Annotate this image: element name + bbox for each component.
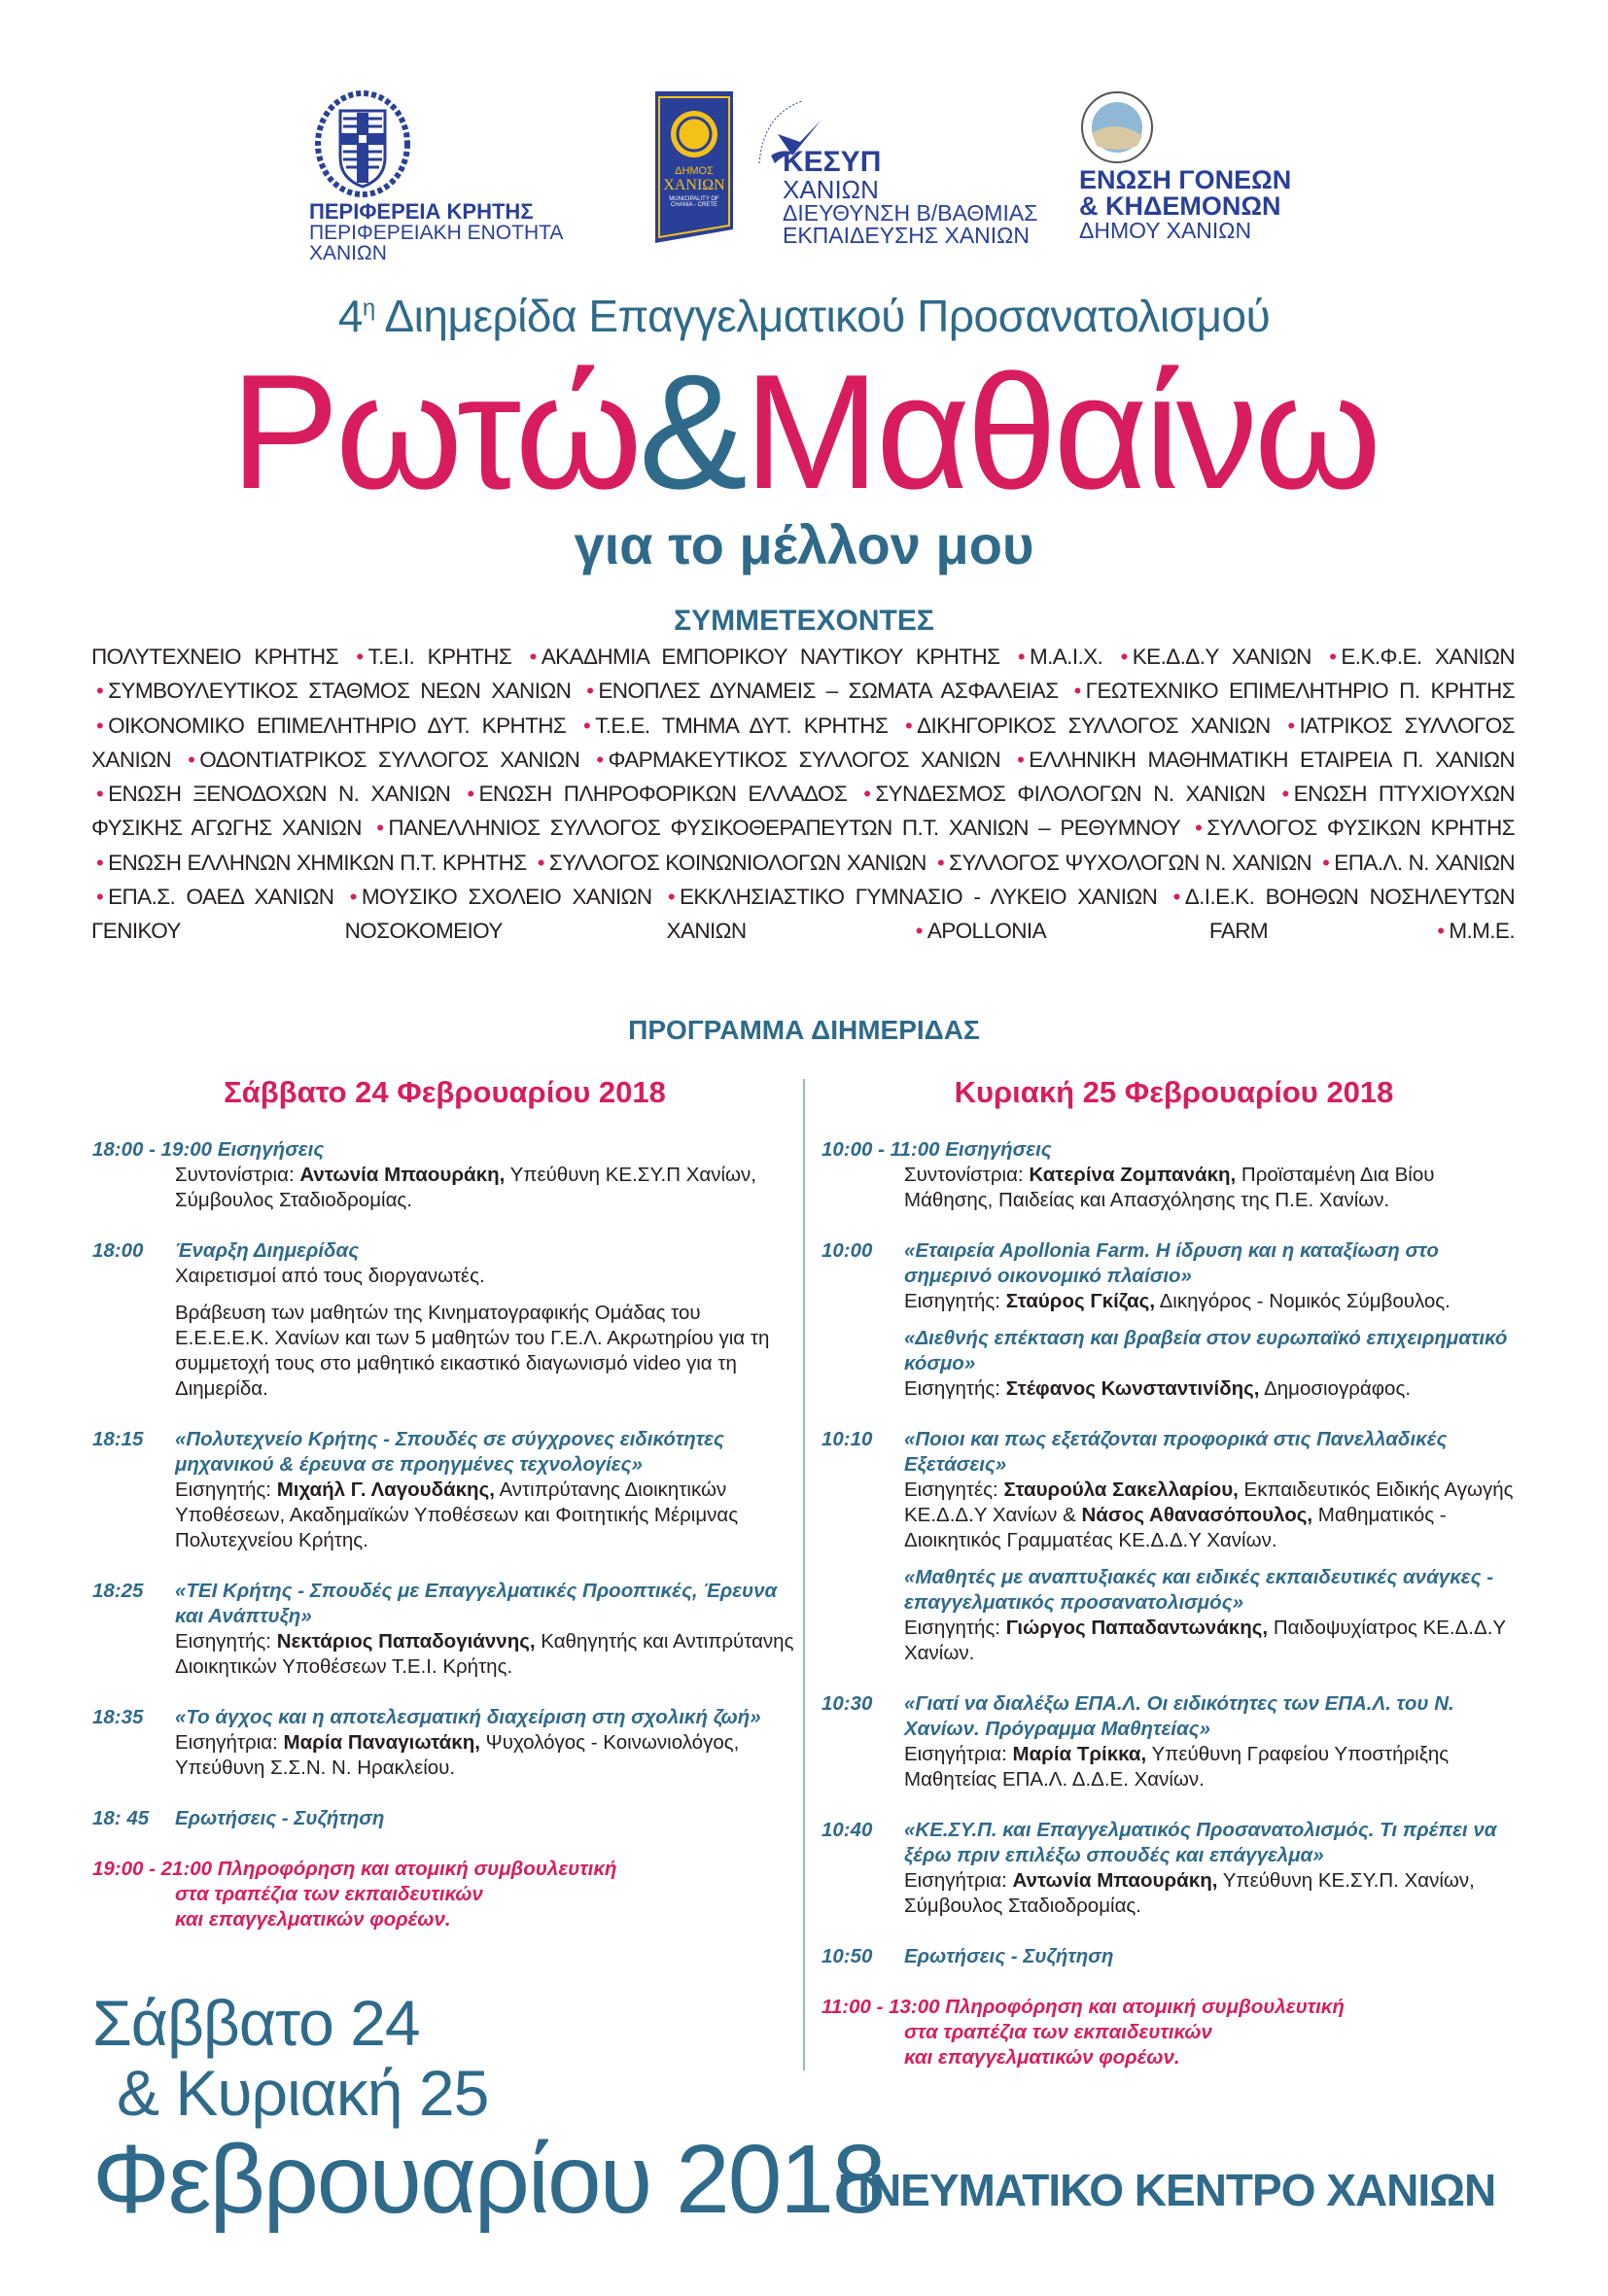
logo-parents-line-2: & ΚΗΔΕΜΟΝΩΝ xyxy=(1079,191,1281,221)
entry-body xyxy=(175,1238,797,1402)
entry-text: Συντονίστρια: xyxy=(175,1164,300,1186)
title-part-2: Μαθαίνω xyxy=(743,340,1379,523)
entry-time: 18:25 xyxy=(92,1580,144,1602)
bullet-separator: • xyxy=(96,678,104,704)
schedule-entry xyxy=(92,1427,797,1553)
entry-time: 10:30 xyxy=(821,1692,873,1715)
bullet-separator: • xyxy=(863,782,871,807)
entry-body xyxy=(904,1818,1521,1919)
entry-text: Εισηγήτρια: xyxy=(904,1869,1013,1892)
participant-item: ΣΥΝΔΕΣΜΟΣ ΦΙΛΟΛΟΓΩΝ Ν. ΧΑΝΙΩΝ xyxy=(875,782,1266,807)
entry-time: 18:15 xyxy=(92,1428,144,1450)
participant-item: Δ.Ι.Ε.Κ. ΒΟΗΘΩΝ ΝΟΣΗΛΕΥΤΩΝ ΓΕΝΙΚΟΥ ΝΟΣΟΚΟΜΕΙΟΥ ΧΑΝΙΩΝ xyxy=(91,885,1516,944)
speaker-name: Νεκτάριος Παπαδογιάννης, xyxy=(276,1630,536,1652)
schedule-entry xyxy=(92,1137,797,1213)
participant-item: ΟΔΟΝΤΙΑΤΡΙΚΟΣ ΣΥΛΛΟΓΟΣ ΧΑΝΙΩΝ xyxy=(199,747,580,772)
entry-body xyxy=(175,1705,797,1781)
participant-item: ΣΥΜΒΟΥΛΕΥΤΙΚΟΣ ΣΤΑΘΜΟΣ ΝΕΩΝ ΧΑΝΙΩΝ xyxy=(108,678,572,704)
participant-item: Τ.Ε.Ι. ΚΡΗΤΗΣ xyxy=(367,644,512,669)
day-1-schedule xyxy=(92,1137,797,1958)
entry-paragraph xyxy=(175,1478,797,1553)
entry-body xyxy=(904,1944,1521,1969)
entry-paragraph xyxy=(904,1289,1521,1314)
day-2-heading: Κυριακή 25 Φεβρουαρίου 2018 xyxy=(954,1075,1394,1109)
bullet-separator: • xyxy=(582,713,591,738)
bullet-separator: • xyxy=(537,850,544,875)
entry-time: 10:10 xyxy=(821,1428,873,1450)
subtitle-number: 4 xyxy=(337,291,363,341)
bullet-separator: • xyxy=(96,850,104,875)
entry-body xyxy=(175,1427,797,1553)
participant-item: ΕΚΚΛΗΣΙΑΣΤΙΚΟ ΓΥΜΝΑΣΙΟ - ΛΥΚΕΙΟ ΧΑΝΙΩΝ xyxy=(679,885,1158,910)
entry-text: Εισηγητής: xyxy=(904,1377,1006,1400)
entry-paragraph xyxy=(904,1742,1521,1792)
speaker-name: Σταύρος Γκίζας, xyxy=(1005,1290,1156,1312)
schedule-entry xyxy=(92,1705,797,1781)
participant-item: Μ.Α.Ι.Χ. xyxy=(1029,644,1103,669)
parents-union-seal-icon xyxy=(1079,89,1155,165)
entry-title: «ΤΕΙ Κρήτης - Σπουδές με Επαγγελματικές Προοπτικές, Έρευνα και Ανάπτυξη» xyxy=(175,1580,778,1627)
entry-time: 18: 45 xyxy=(92,1807,150,1829)
schedule-entry xyxy=(92,1579,797,1680)
logo-kesyp-line-4: ΕΚΠΑΙΔΕΥΣΗΣ ΧΑΝΙΩΝ xyxy=(783,223,1030,248)
title-part-1: Ρωτώ xyxy=(229,340,639,523)
participant-item: ΓΕΩΤΕΧΝΙΚΟ ΕΠΙΜΕΛΗΤΗΡΙΟ Π. ΚΡΗΤΗΣ xyxy=(1085,678,1516,704)
event-title xyxy=(0,340,1608,523)
participant-item: ΕΠΑ.Σ. ΟΑΕΔ ΧΑΝΙΩΝ xyxy=(108,885,334,910)
event-tagline: για το μέλλον μου xyxy=(574,514,1034,575)
bullet-separator: • xyxy=(904,713,913,738)
entry-line: και επαγγελματικών φορέων. xyxy=(175,1908,451,1931)
entry-time: 10:00 - 11:00 Εισηγήσεις xyxy=(821,1138,1052,1161)
participant-item: ΠΟΛΥΤΕΧΝΕΙΟ ΚΡΗΤΗΣ xyxy=(91,644,338,669)
entry-body xyxy=(175,1806,797,1831)
participant-item: Τ.Ε.Ε. ΤΜΗΜΑ ΔΥΤ. ΚΡΗΤΗΣ xyxy=(595,713,889,738)
participant-item: APOLLONIA FARM xyxy=(926,919,1269,944)
bullet-separator: • xyxy=(1195,816,1203,841)
participants-list xyxy=(91,640,1515,949)
bullet-separator: • xyxy=(915,919,923,944)
participant-item: ΕΠΑ.Λ. Ν. ΧΑΝΙΩΝ xyxy=(1334,850,1515,875)
participant-item: ΑΚΑΔΗΜΙΑ ΕΜΠΟΡΙΚΟΥ ΝΑΥΤΙΚΟΥ ΚΡΗΤΗΣ xyxy=(541,644,1000,669)
entry-text: Εκπαιδευτικός Ειδικής Αγωγής ΚΕ.Δ.Δ.Υ Χανίων & xyxy=(904,1478,1514,1526)
bullet-separator: • xyxy=(376,816,384,841)
bullet-separator: • xyxy=(96,782,104,807)
day-1-heading: Σάββατο 24 Φεβρουαρίου 2018 xyxy=(224,1075,666,1109)
entry-title: Ερωτήσεις - Συζήτηση xyxy=(175,1807,385,1829)
entry-text: Δικηγόρος - Νομικός Σύμβουλος. xyxy=(1155,1290,1451,1312)
bullet-separator: • xyxy=(96,713,104,738)
footer-date-line-3: Φεβρουαρίου 2018 xyxy=(92,2125,885,2234)
column-divider xyxy=(803,1079,805,2070)
bullet-separator: • xyxy=(1172,885,1180,910)
entry-title: Ερωτήσεις - Συζήτηση xyxy=(904,1945,1114,1967)
entry-text: Υπεύθυνη ΚΕ.ΣΥ.Π Χανίων, Σύμβουλος Σταδιοδρομίας. xyxy=(175,1164,756,1211)
speaker-name: Μαρία Τρίκκα, xyxy=(1012,1743,1147,1765)
participant-item: ΣΥΛΛΟΓΟΣ ΦΥΣΙΚΩΝ ΚΡΗΤΗΣ xyxy=(1206,816,1516,841)
entry-text: Εισηγήτρια: xyxy=(175,1731,284,1754)
entry-time: 11:00 - 13:00 Πληροφόρηση και ατομική συμβουλευτική xyxy=(821,1996,1345,2018)
speaker-name: Κατερίνα Ζομπανάκη, xyxy=(1029,1164,1237,1186)
entry-text: Βράβευση των μαθητών της Κινηματογραφικής Ομάδας του Ε.Ε.Ε.Ε.Κ. Χανίων και των 5 μαθητών του Γ.Ε.Λ. Ακρωτηρίου για τη συμμετοχή τους στο μαθητικό εικαστικό διαγωνισμό video για τη Διημερίδα. xyxy=(175,1302,770,1400)
entry-body xyxy=(904,1427,1521,1666)
bullet-separator: • xyxy=(356,644,364,669)
entry-time: 19:00 - 21:00 Πληροφόρηση και ατομική συμβουλευτική xyxy=(92,1858,617,1880)
logo-municipality-english: MUNICIPALITY OF CHANIA - CRETE xyxy=(669,196,719,208)
schedule-entry xyxy=(821,1137,1521,1213)
participant-item: ΟΙΚΟΝΟΜΙΚΟ ΕΠΙΜΕΛΗΤΗΡΙΟ ΔΥΤ. ΚΡΗΤΗΣ xyxy=(108,713,567,738)
participant-item: Μ.Μ.Ε. xyxy=(1449,919,1515,944)
program-heading: ΠΡΟΓΡΑΜΜΑ ΔΙΗΜΕΡΙΔΑΣ xyxy=(628,1015,980,1045)
bullet-separator: • xyxy=(529,644,537,669)
participant-item: ΕΝΩΣΗ ΕΛΛΗΝΩΝ ΧΗΜΙΚΩΝ Π.Τ. ΚΡΗΤΗΣ xyxy=(108,850,527,875)
bullet-separator: • xyxy=(1017,644,1025,669)
entry-text: Παιδοψυχίατρος ΚΕ.Δ.Δ.Υ Χανίων. xyxy=(904,1617,1506,1664)
entry-paragraph xyxy=(175,1301,797,1402)
bullet-separator: • xyxy=(1287,713,1295,738)
subtitle-text: Διημερίδα Επαγγελματικού Προσανατολισμού xyxy=(374,291,1271,341)
entry-time: 18:00 - 19:00 Εισηγήσεις xyxy=(92,1138,325,1161)
entry-title: «Το άγχος και η αποτελεσματική διαχείριση στη σχολική ζωή» xyxy=(175,1706,761,1728)
participant-item: ΕΝΩΣΗ ΞΕΝΟΔΟΧΩΝ Ν. ΧΑΝΙΩΝ xyxy=(108,782,451,807)
entry-text: Καθηγητής και Αντιπρύτανης Διοικητικών Υποθέσεων Τ.Ε.Ι. Κρήτης. xyxy=(175,1630,794,1678)
speaker-name: Στέφανος Κωνσταντινίδης, xyxy=(1005,1377,1260,1400)
logo-parents-line-1: ΕΝΩΣΗ ΓΟΝΕΩΝ xyxy=(1079,165,1292,194)
entry-text: Εισηγητής: xyxy=(904,1290,1006,1312)
entry-body xyxy=(904,1691,1521,1792)
participant-item: ΕΛΛΗΝΙΚΗ ΜΑΘΗΜΑΤΙΚΗ ΕΤΑΙΡΕΙΑ Π. ΧΑΝΙΩΝ xyxy=(1029,747,1516,772)
bullet-separator: • xyxy=(96,885,104,910)
schedule-entry xyxy=(821,1691,1521,1792)
entry-time: 18:00 xyxy=(92,1239,144,1262)
bullet-separator: • xyxy=(1017,747,1025,772)
entry-text: Εισηγητής: xyxy=(175,1478,277,1501)
greek-coat-of-arms-icon xyxy=(311,89,414,198)
logo-kesyp xyxy=(753,95,1065,251)
entry-line: και επαγγελματικών φορέων. xyxy=(904,2046,1180,2069)
logo-dimos-chanion xyxy=(653,91,735,243)
entry-body xyxy=(821,2020,1521,2070)
logo-periferia-line-2: ΠΕΡΙΦΕΡΕΙΑΚΗ ΕΝΟΤΗΤΑ ΧΑΝΙΩΝ xyxy=(309,222,563,264)
bullet-separator: • xyxy=(188,747,195,772)
speaker-name: Αντωνία Μπαουράκη, xyxy=(1012,1869,1218,1892)
subtitle-ordinal: η xyxy=(362,295,375,322)
bullet-separator: • xyxy=(467,782,474,807)
entry-paragraph xyxy=(175,1730,797,1781)
participant-item: Ε.Κ.Φ.Ε. ΧΑΝΙΩΝ xyxy=(1341,644,1515,669)
logo-kesyp-name: ΚΕΣΥΠ xyxy=(783,146,882,178)
bullet-separator: • xyxy=(936,850,945,875)
entry-title: «Μαθητές με αναπτυξιακές και ειδικές εκπαιδευτικές ανάγκες - επαγγελματικός προσανατολισμός» xyxy=(904,1566,1494,1614)
day-2-schedule xyxy=(821,1137,1521,2096)
entry-text: Προϊσταμένη Δια Βίου Μάθησης, Παιδείας και Απασχόλησης της Π.Ε. Χανίων. xyxy=(904,1164,1435,1211)
entry-text: Χαιρετισμοί από τους διοργανωτές. xyxy=(175,1265,485,1287)
bullet-separator: • xyxy=(1120,644,1128,669)
entry-text: Εισηγητής: xyxy=(175,1630,277,1652)
entry-text: Αντιπρύτανης Διοικητικών Υποθέσεων, Ακαδημαϊκών Υποθέσεων και Φοιτητικής Μέριμνας Πολυτεχνείου Κρήτης. xyxy=(175,1478,739,1551)
entry-paragraph xyxy=(175,1629,797,1680)
entry-text: Υπεύθυνη ΚΕ.ΣΥ.Π. Χανίων, Σύμβουλος Σταδιοδρομίας. xyxy=(904,1869,1475,1917)
logo-periferia-kritis xyxy=(309,89,640,264)
entry-body xyxy=(175,1579,797,1680)
entry-text: Εισηγητής: xyxy=(904,1617,1006,1639)
entry-text: Συντονίστρια: xyxy=(904,1164,1030,1186)
participant-item: ΕΝΩΣΗ ΠΤΥΧΙΟΥΧΩΝ ΦΥΣΙΚΗΣ ΑΓΩΓΗΣ ΧΑΝΙΩΝ xyxy=(91,782,1516,841)
bullet-separator: • xyxy=(586,678,594,704)
participant-item: ΙΑΤΡΙΚΟΣ ΣΥΛΛΟΓΟΣ ΧΑΝΙΩΝ xyxy=(91,713,1515,772)
participant-item: ΕΝΩΣΗ ΠΛΗΡΟΦΟΡΙΚΩΝ ΕΛΛΑΔΟΣ xyxy=(478,782,848,807)
entry-text: Εισηγητές: xyxy=(904,1478,1004,1501)
bullet-separator: • xyxy=(1437,919,1445,944)
entry-paragraph xyxy=(904,1868,1521,1919)
bullet-separator: • xyxy=(667,885,675,910)
entry-text: Ψυχολόγος - Κοινωνιολόγος, Υπεύθυνη Σ.Σ.Ν. Ν. Ηρακλείου. xyxy=(175,1731,740,1779)
entry-title: «Πολυτεχνείο Κρήτης - Σπουδές σε σύγχρονες ειδικότητες μηχανικού & έρευνα σε προηγμένες τεχνολογίες» xyxy=(175,1428,724,1476)
entry-paragraph xyxy=(175,1264,797,1289)
footer-date-line-2: & Κυριακή 25 xyxy=(117,2057,489,2129)
schedule-entry xyxy=(92,1857,797,1932)
speaker-name: Μαρία Παναγιωτάκη, xyxy=(283,1731,480,1754)
entry-title: «ΚΕ.ΣΥ.Π. και Επαγγελματικός Προσανατολισμός. Τι πρέπει να ξέρω πριν επιλέξω σπουδές και επάγγελμα» xyxy=(904,1819,1497,1866)
schedule-entry xyxy=(92,1238,797,1402)
footer-date-line-1: Σάββατο 24 xyxy=(92,1987,420,2059)
schedule-entry xyxy=(821,1944,1521,1969)
participant-item: ΔΙΚΗΓΟΡΙΚΟΣ ΣΥΛΛΟΓΟΣ ΧΑΝΙΩΝ xyxy=(917,713,1271,738)
bullet-separator: • xyxy=(349,885,357,910)
participant-item: ΕΝΟΠΛΕΣ ΔΥΝΑΜΕΙΣ – ΣΩΜΑΤΑ ΑΣΦΑΛΕΙΑΣ xyxy=(598,678,1059,704)
speaker-name: Σταυρούλα Σακελλαρίου, xyxy=(1003,1478,1239,1501)
entry-time: 10:00 xyxy=(821,1239,873,1262)
participant-item: ΚΕ.Δ.Δ.Υ ΧΑΝΙΩΝ xyxy=(1132,644,1311,669)
venue: ΠΝΕΥΜΑΤΙΚΟ ΚΕΝΤΡΟ ΧΑΝΙΩΝ xyxy=(837,2165,1496,2215)
entry-title: «Διεθνής επέκταση και βραβεία στον ευρωπαϊκό επιχειρηματικό κόσμο» xyxy=(904,1327,1508,1374)
entry-text: Υπεύθυνη Γραφείου Υποστήριξης Μαθητείας ΕΠΑ.Λ. Δ.Δ.Ε. Χανίων. xyxy=(904,1743,1450,1791)
bullet-separator: • xyxy=(1322,850,1330,875)
entry-title: Έναρξη Διημερίδας xyxy=(175,1239,360,1262)
schedule-entry xyxy=(821,1818,1521,1919)
bullet-separator: • xyxy=(596,747,604,772)
schedule-entry xyxy=(821,1427,1521,1666)
event-subtitle xyxy=(0,290,1608,342)
entry-paragraph xyxy=(821,1163,1521,1213)
logo-periferia-line-1: ΠΕΡΙΦΕΡΕΙΑ ΚΡΗΤΗΣ xyxy=(309,199,534,224)
entry-paragraph xyxy=(904,1616,1521,1666)
entry-text: Εισηγήτρια: xyxy=(904,1743,1013,1765)
entry-time: 10:40 xyxy=(821,1819,873,1841)
bullet-separator: • xyxy=(1281,782,1289,807)
speaker-name: Αντωνία Μπαουράκη, xyxy=(299,1164,506,1186)
entry-body xyxy=(904,1238,1521,1402)
entry-title: «Ποιοι και πως εξετάζονται προφορικά στις Πανελλαδικές Εξετάσεις» xyxy=(904,1428,1448,1476)
entry-text: Μαθηματικός - Διοικητικός Γραμματέας ΚΕ.Δ.Δ.Υ Χανίων. xyxy=(904,1504,1447,1551)
bullet-separator: • xyxy=(1073,678,1081,704)
entry-paragraph xyxy=(92,1163,797,1213)
entry-text: Δημοσιογράφος. xyxy=(1259,1377,1412,1400)
participants-heading: ΣΥΜΜΕΤΕΧΟΝΤΕΣ xyxy=(674,605,934,637)
entry-line: στα τραπέζια των εκπαιδευτικών xyxy=(175,1883,483,1905)
entry-title: «Εταιρεία Apollonia Farm. Η ίδρυση και η καταξίωση στο σημερινό οικονομικό πλαίσιο» xyxy=(904,1239,1439,1287)
title-ampersand: & xyxy=(638,340,744,523)
participant-item: ΣΥΛΛΟΓΟΣ ΨΥΧΟΛΟΓΩΝ Ν. ΧΑΝΙΩΝ xyxy=(949,850,1312,875)
entry-body xyxy=(92,1882,797,1932)
entry-title: «Γιατί να διαλέξω ΕΠΑ.Λ. Οι ειδικότητες των ΕΠΑ.Λ. του Ν. Χανίων. Πρόγραμμα Μαθητείας» xyxy=(904,1692,1454,1740)
schedule-entry xyxy=(821,1238,1521,1402)
entry-line: στα τραπέζια των εκπαιδευτικών xyxy=(904,2021,1212,2043)
logo-kesyp-line-3: ΔΙΕΥΘΥΝΣΗ Β/ΒΑΘΜΙΑΣ xyxy=(783,200,1038,226)
schedule-entry xyxy=(92,1806,797,1831)
logo-kesyp-city: ΧΑΝΙΩΝ xyxy=(783,175,879,204)
participant-item: ΜΟΥΣΙΚΟ ΣΧΟΛΕΙΟ ΧΑΝΙΩΝ xyxy=(361,885,652,910)
logo-dimos-text: ΔΗΜΟΣ xyxy=(675,165,714,177)
logo-parents-union xyxy=(1079,89,1312,245)
participant-item: ΦΑΡΜΑΚΕΥΤΙΚΟΣ ΣΥΛΛΟΓΟΣ ΧΑΝΙΩΝ xyxy=(608,747,1000,772)
bullet-separator: • xyxy=(1329,644,1337,669)
entry-time: 10:50 xyxy=(821,1945,873,1967)
entry-time: 18:35 xyxy=(92,1706,144,1728)
speaker-name: Μιχαήλ Γ. Λαγουδάκης, xyxy=(276,1478,495,1501)
entry-paragraph xyxy=(904,1478,1521,1553)
logo-parents-line-3: ΔΗΜΟΥ ΧΑΝΙΩΝ xyxy=(1079,218,1252,243)
schedule-entry xyxy=(821,1995,1521,2070)
participant-item: ΠΑΝΕΛΛΗΝΙΟΣ ΣΥΛΛΟΓΟΣ ΦΥΣΙΚΟΘΕΡΑΠΕΥΤΩΝ Π.Τ. ΧΑΝΙΩΝ – ΡΕΘΥΜΝΟΥ xyxy=(388,816,1180,841)
speaker-name: Γιώργος Παπαδαντωνάκης, xyxy=(1005,1617,1269,1639)
speaker-name: Νάσος Αθανασόπουλος, xyxy=(1081,1504,1313,1526)
logo-chanion-text: ΧΑΝΙΩΝ xyxy=(663,177,725,193)
entry-paragraph xyxy=(904,1376,1521,1402)
participant-item: ΣΥΛΛΟΓΟΣ ΚΟΙΝΩΝΙΟΛΟΓΩΝ ΧΑΝΙΩΝ xyxy=(548,850,926,875)
